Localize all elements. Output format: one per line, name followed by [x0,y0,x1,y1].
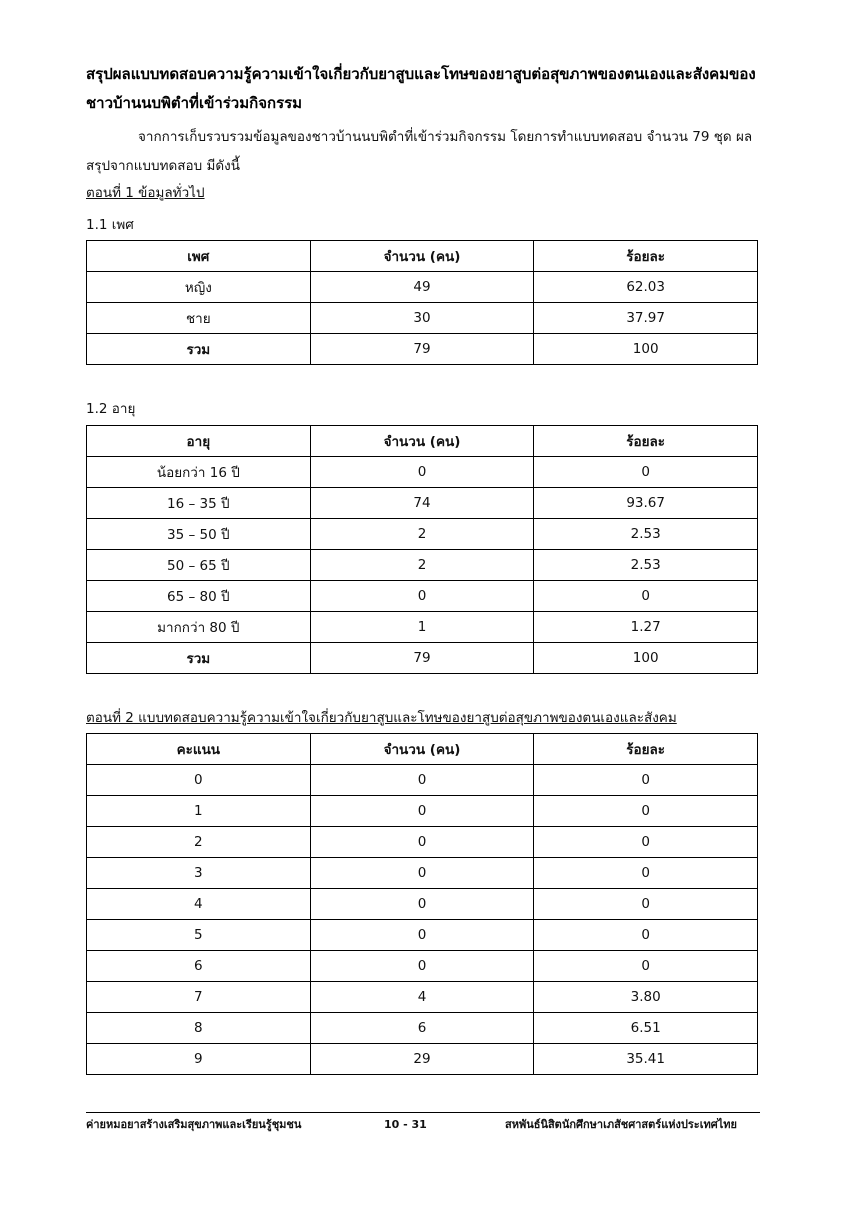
table-row [87,827,758,858]
table-cell: 93.67 [534,488,758,519]
score-table [86,733,758,1075]
table-cell: 16 – 35 ปี [87,488,311,519]
table-cell: น้อยกว่า 16 ปี [87,457,311,488]
table-cell: 0 [310,920,534,951]
table-row [87,765,758,796]
table-row [87,889,758,920]
table-cell: 6.51 [534,1013,758,1044]
table-cell: 0 [534,827,758,858]
table-row [87,982,758,1013]
table-cell: 0 [534,796,758,827]
table-cell: 2.53 [534,519,758,550]
table-cell: 50 – 65 ปี [87,550,311,581]
table-row [87,272,758,303]
table-cell: 0 [310,858,534,889]
table-cell: 4 [310,982,534,1013]
intro-text: จากการเก็บรวบรวมข้อมูลของชาวบ้านนบพิตำที่เข้าร่วมกิจกรรม โดยการทำแบบทดสอบ จำนวน 79 ชุด ผลสรุปจากแบบทดสอบ มีดังนี้ [86,129,753,174]
table-cell: 29 [310,1044,534,1075]
table-cell: ชาย [87,303,311,334]
table-cell: 0 [310,457,534,488]
part2-heading: ตอนที่ 2 แบบทดสอบความรู้ความเข้าใจเกี่ยวกับยาสูบและโทษของยาสูบต่อสุขภาพของตนเองและสังคม [86,710,677,726]
table-cell: 0 [534,457,758,488]
score-header-cell: คะแนน [87,734,311,765]
table-cell: 0 [310,796,534,827]
table-cell: 4 [87,889,311,920]
table-cell: 0 [534,858,758,889]
table-cell: 0 [310,951,534,982]
footer-left: ค่ายหมอยาสร้างเสริมสุขภาพและเรียนรู้ชุมชน [86,1118,302,1131]
footer-page-number: 10 - 31 [384,1118,427,1131]
age-label: 1.2 อายุ [86,401,136,417]
table-cell: 0 [534,581,758,612]
table-row [87,858,758,889]
table-cell: 3.80 [534,982,758,1013]
table-cell: 0 [534,889,758,920]
table-cell: 30 [310,303,534,334]
footer-divider [86,1112,760,1113]
part1-heading: ตอนที่ 1 ข้อมูลทั่วไป [86,185,205,201]
table-cell: 9 [87,1044,311,1075]
table-cell: 2.53 [534,550,758,581]
table-cell: 100 [534,334,758,365]
table-cell: 6 [310,1013,534,1044]
table-row [87,796,758,827]
table-cell: 0 [310,827,534,858]
age-table [86,425,758,674]
table-cell: 0 [534,765,758,796]
table-cell: 5 [87,920,311,951]
table-cell: มากกว่า 80 ปี [87,612,311,643]
intro-paragraph [86,123,766,181]
table-cell: 37.97 [534,303,758,334]
gender-header-cell: เพศ [87,241,311,272]
table-cell: 0 [310,889,534,920]
age-header-cell: อายุ [87,426,311,457]
gender-table [86,240,758,365]
age-header-cell: จำนวน (คน) [310,426,534,457]
table-cell: 0 [534,951,758,982]
score-header-cell: ร้อยละ [534,734,758,765]
gender-header-cell: จำนวน (คน) [310,241,534,272]
table-cell: 0 [310,765,534,796]
table-row [87,581,758,612]
table-row [87,1013,758,1044]
table-cell: รวม [87,643,311,674]
table-row [87,519,758,550]
table-cell: 1.27 [534,612,758,643]
page-title: สรุปผลแบบทดสอบความรู้ความเข้าใจเกี่ยวกับยาสูบและโทษของยาสูบต่อสุขภาพของตนเองและสังคมของชาวบ้านนบพิตำที่เข้าร่วมกิจกรรม [86,65,756,112]
table-cell: 74 [310,488,534,519]
table-cell: 2 [310,519,534,550]
table-cell: 0 [534,920,758,951]
footer-right: สหพันธ์นิสิตนักศึกษาเภสัชศาสตร์แห่งประเทศไทย [505,1118,737,1131]
table-cell: 3 [87,858,311,889]
table-cell: 1 [87,796,311,827]
age-header-cell: ร้อยละ [534,426,758,457]
table-cell: 6 [87,951,311,982]
score-header-cell: จำนวน (คน) [310,734,534,765]
table-row [87,612,758,643]
table-row [87,303,758,334]
table-row [87,457,758,488]
table-cell: 65 – 80 ปี [87,581,311,612]
table-row [87,951,758,982]
total-row [87,643,758,674]
table-cell: 2 [87,827,311,858]
table-cell: 8 [87,1013,311,1044]
table-cell: 49 [310,272,534,303]
table-cell: หญิง [87,272,311,303]
table-cell: 2 [310,550,534,581]
gender-label: 1.1 เพศ [86,217,134,233]
table-cell: รวม [87,334,311,365]
table-row [87,920,758,951]
table-row [87,1044,758,1075]
total-row [87,334,758,365]
table-row [87,550,758,581]
table-cell: 7 [87,982,311,1013]
table-cell: 79 [310,334,534,365]
table-cell: 0 [310,581,534,612]
gender-header-cell: ร้อยละ [534,241,758,272]
table-row [87,488,758,519]
table-cell: 0 [87,765,311,796]
table-cell: 35 – 50 ปี [87,519,311,550]
table-cell: 79 [310,643,534,674]
table-cell: 1 [310,612,534,643]
table-cell: 62.03 [534,272,758,303]
table-cell: 35.41 [534,1044,758,1075]
table-cell: 100 [534,643,758,674]
